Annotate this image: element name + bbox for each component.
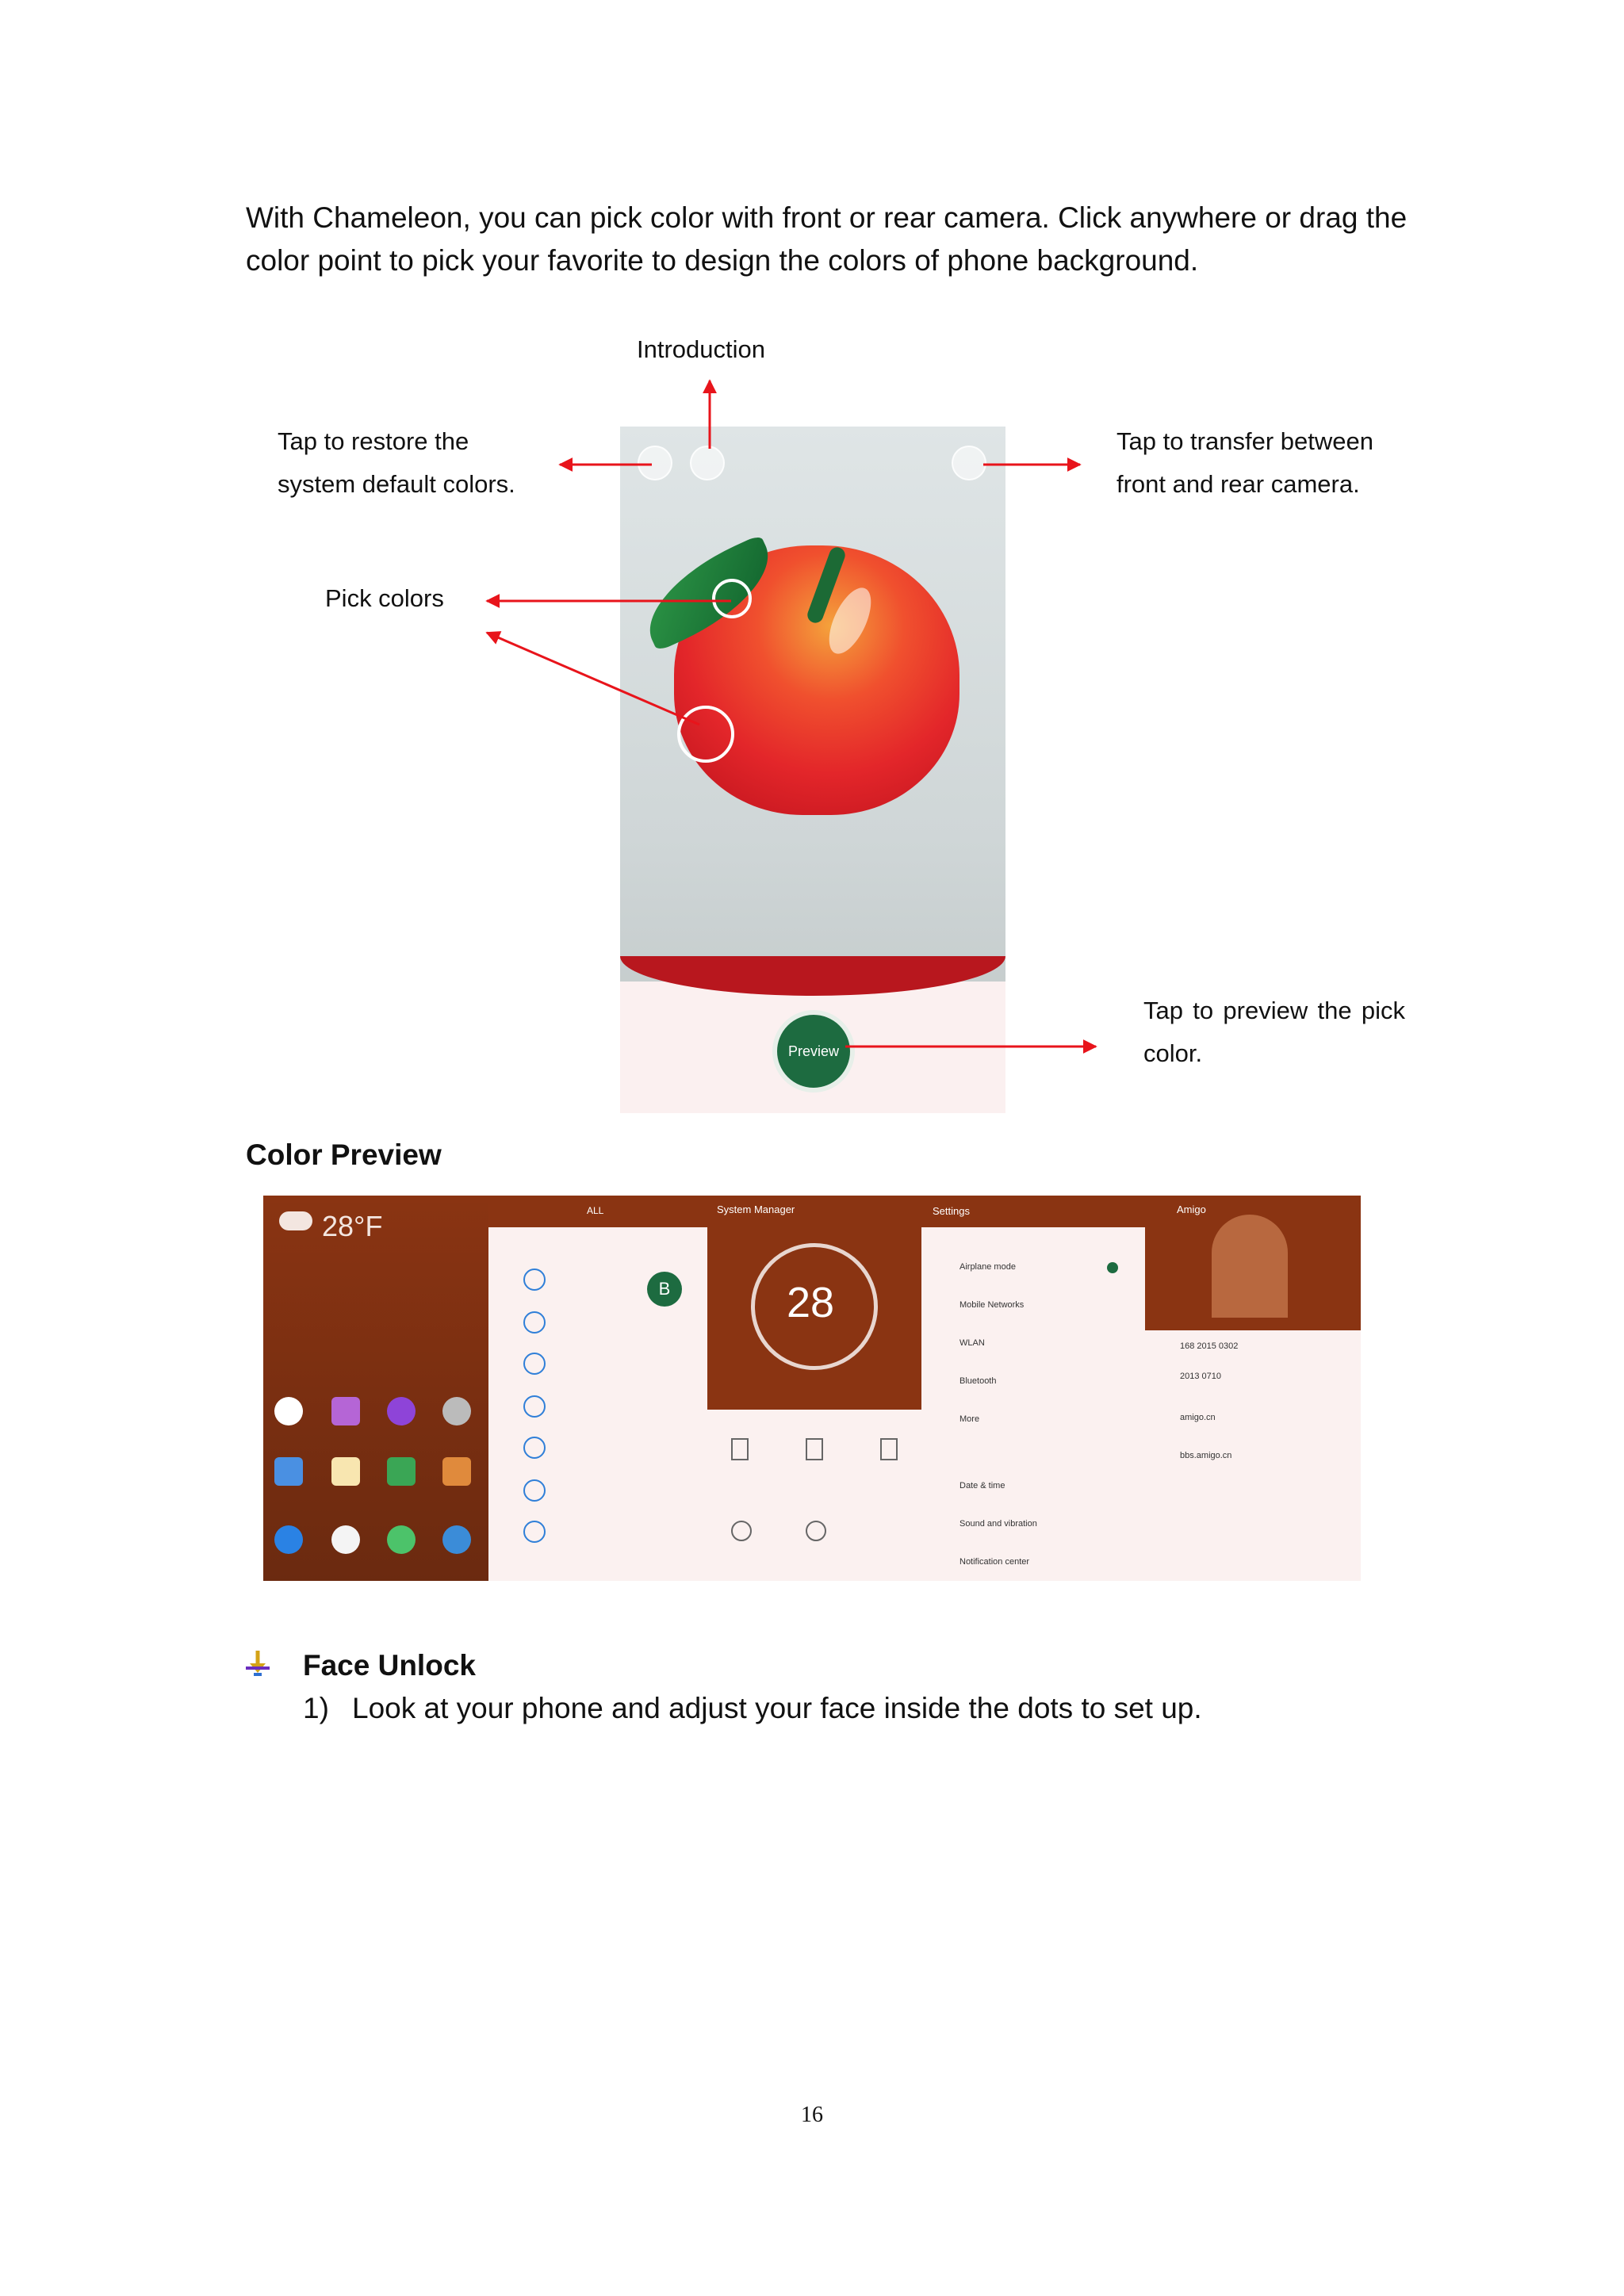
settings-item-sound[interactable]: Sound and vibration — [959, 1519, 1037, 1529]
intro-paragraph: With Chameleon, you can pick color with front or rear camera. Click anywhere or drag the color point to pick your favorite to design the colors of phone background. — [246, 201, 1408, 277]
color-preview-strip — [263, 1196, 1361, 1581]
camera-app-icon[interactable] — [274, 1397, 303, 1425]
callout-restore-line2: system default colors. — [278, 470, 515, 498]
preview-settings — [921, 1196, 1145, 1581]
messaging-app-icon[interactable] — [387, 1525, 416, 1554]
tools-app-icon[interactable] — [442, 1457, 471, 1486]
settings-title: Settings — [933, 1205, 970, 1217]
weather-temperature: 28°F — [322, 1210, 383, 1242]
system-manager-title: System Manager — [717, 1203, 795, 1215]
bullet-arrow-icon — [246, 1651, 270, 1678]
app-icon[interactable] — [806, 1438, 823, 1460]
airplane-toggle[interactable] — [1107, 1262, 1118, 1273]
contact-phone-1[interactable]: 168 2015 0302 — [1180, 1341, 1239, 1351]
contact-avatar-icon — [523, 1395, 546, 1418]
settings-item-notification[interactable]: Notification center — [959, 1557, 1030, 1567]
preview-system-manager — [707, 1196, 921, 1581]
contact-avatar-icon — [523, 1521, 546, 1543]
contact-letter-badge: B — [647, 1272, 682, 1307]
phone-app-icon[interactable] — [274, 1525, 303, 1554]
contact-avatar-icon — [523, 1311, 546, 1334]
page-number: 16 — [801, 2103, 823, 2127]
music-app-icon[interactable] — [387, 1397, 416, 1425]
gallery-app-icon[interactable] — [331, 1397, 360, 1425]
settings-item-bluetooth[interactable]: Bluetooth — [959, 1376, 997, 1386]
contact-link-2[interactable]: bbs.amigo.cn — [1180, 1451, 1232, 1460]
color-preview-heading: Color Preview — [246, 1138, 442, 1171]
trash-icon[interactable] — [731, 1438, 749, 1460]
contact-detail-title: Amigo — [1177, 1203, 1206, 1215]
contact-avatar-icon — [523, 1479, 546, 1502]
callout-restore-line1: Tap to restore the — [278, 427, 469, 455]
face-unlock-heading: Face Unlock — [303, 1649, 476, 1682]
score-gauge-value: 28 — [787, 1279, 835, 1326]
system-manager-app-icon[interactable] — [387, 1457, 416, 1486]
callout-arrows — [0, 0, 1624, 1126]
contact-photo-placeholder — [1212, 1215, 1288, 1318]
browser-app-icon[interactable] — [442, 1525, 471, 1554]
leaf-icon[interactable] — [806, 1521, 826, 1541]
info-icon[interactable] — [731, 1521, 752, 1541]
face-unlock-step-text: Look at your phone and adjust your face inside the dots to set up. — [352, 1692, 1202, 1724]
callout-preview-line1: Tap to preview the pick — [1143, 997, 1405, 1024]
calendar-app-icon[interactable] — [331, 1457, 360, 1486]
contact-avatar-icon — [523, 1353, 546, 1375]
callout-introduction: Introduction — [637, 335, 765, 363]
settings-item-more[interactable]: More — [959, 1414, 980, 1424]
settings-item-wlan[interactable]: WLAN — [959, 1338, 985, 1348]
settings-item-airplane[interactable]: Airplane mode — [959, 1262, 1016, 1272]
contact-avatar-icon — [523, 1269, 546, 1291]
callout-preview-line2: color. — [1143, 1039, 1203, 1067]
settings-item-mobile-networks[interactable]: Mobile Networks — [959, 1300, 1025, 1310]
callout-transfer-line1: Tap to transfer between — [1116, 427, 1373, 455]
preview-contact-detail — [1145, 1196, 1361, 1581]
contacts-tab-all[interactable]: ALL — [587, 1205, 604, 1216]
settings-app-icon[interactable] — [442, 1397, 471, 1425]
battery-icon[interactable] — [880, 1438, 898, 1460]
face-unlock-step-number: 1) — [303, 1692, 329, 1724]
arrow-pick-2 — [487, 633, 699, 725]
callout-transfer-line2: front and rear camera. — [1116, 470, 1360, 498]
notes-app-icon[interactable] — [274, 1457, 303, 1486]
contact-avatar-icon — [523, 1437, 546, 1459]
contact-link-1[interactable]: amigo.cn — [1180, 1413, 1216, 1422]
contacts-app-icon[interactable] — [331, 1525, 360, 1554]
contact-phone-2[interactable]: 2013 0710 — [1180, 1372, 1221, 1381]
callout-pick: Pick colors — [325, 584, 444, 612]
preview-contacts-list — [488, 1196, 707, 1581]
weather-cloud-icon — [279, 1211, 312, 1230]
preview-button[interactable]: Preview — [772, 1010, 855, 1093]
settings-item-date-time[interactable]: Date & time — [959, 1481, 1005, 1490]
preview-home-screen — [263, 1196, 488, 1581]
